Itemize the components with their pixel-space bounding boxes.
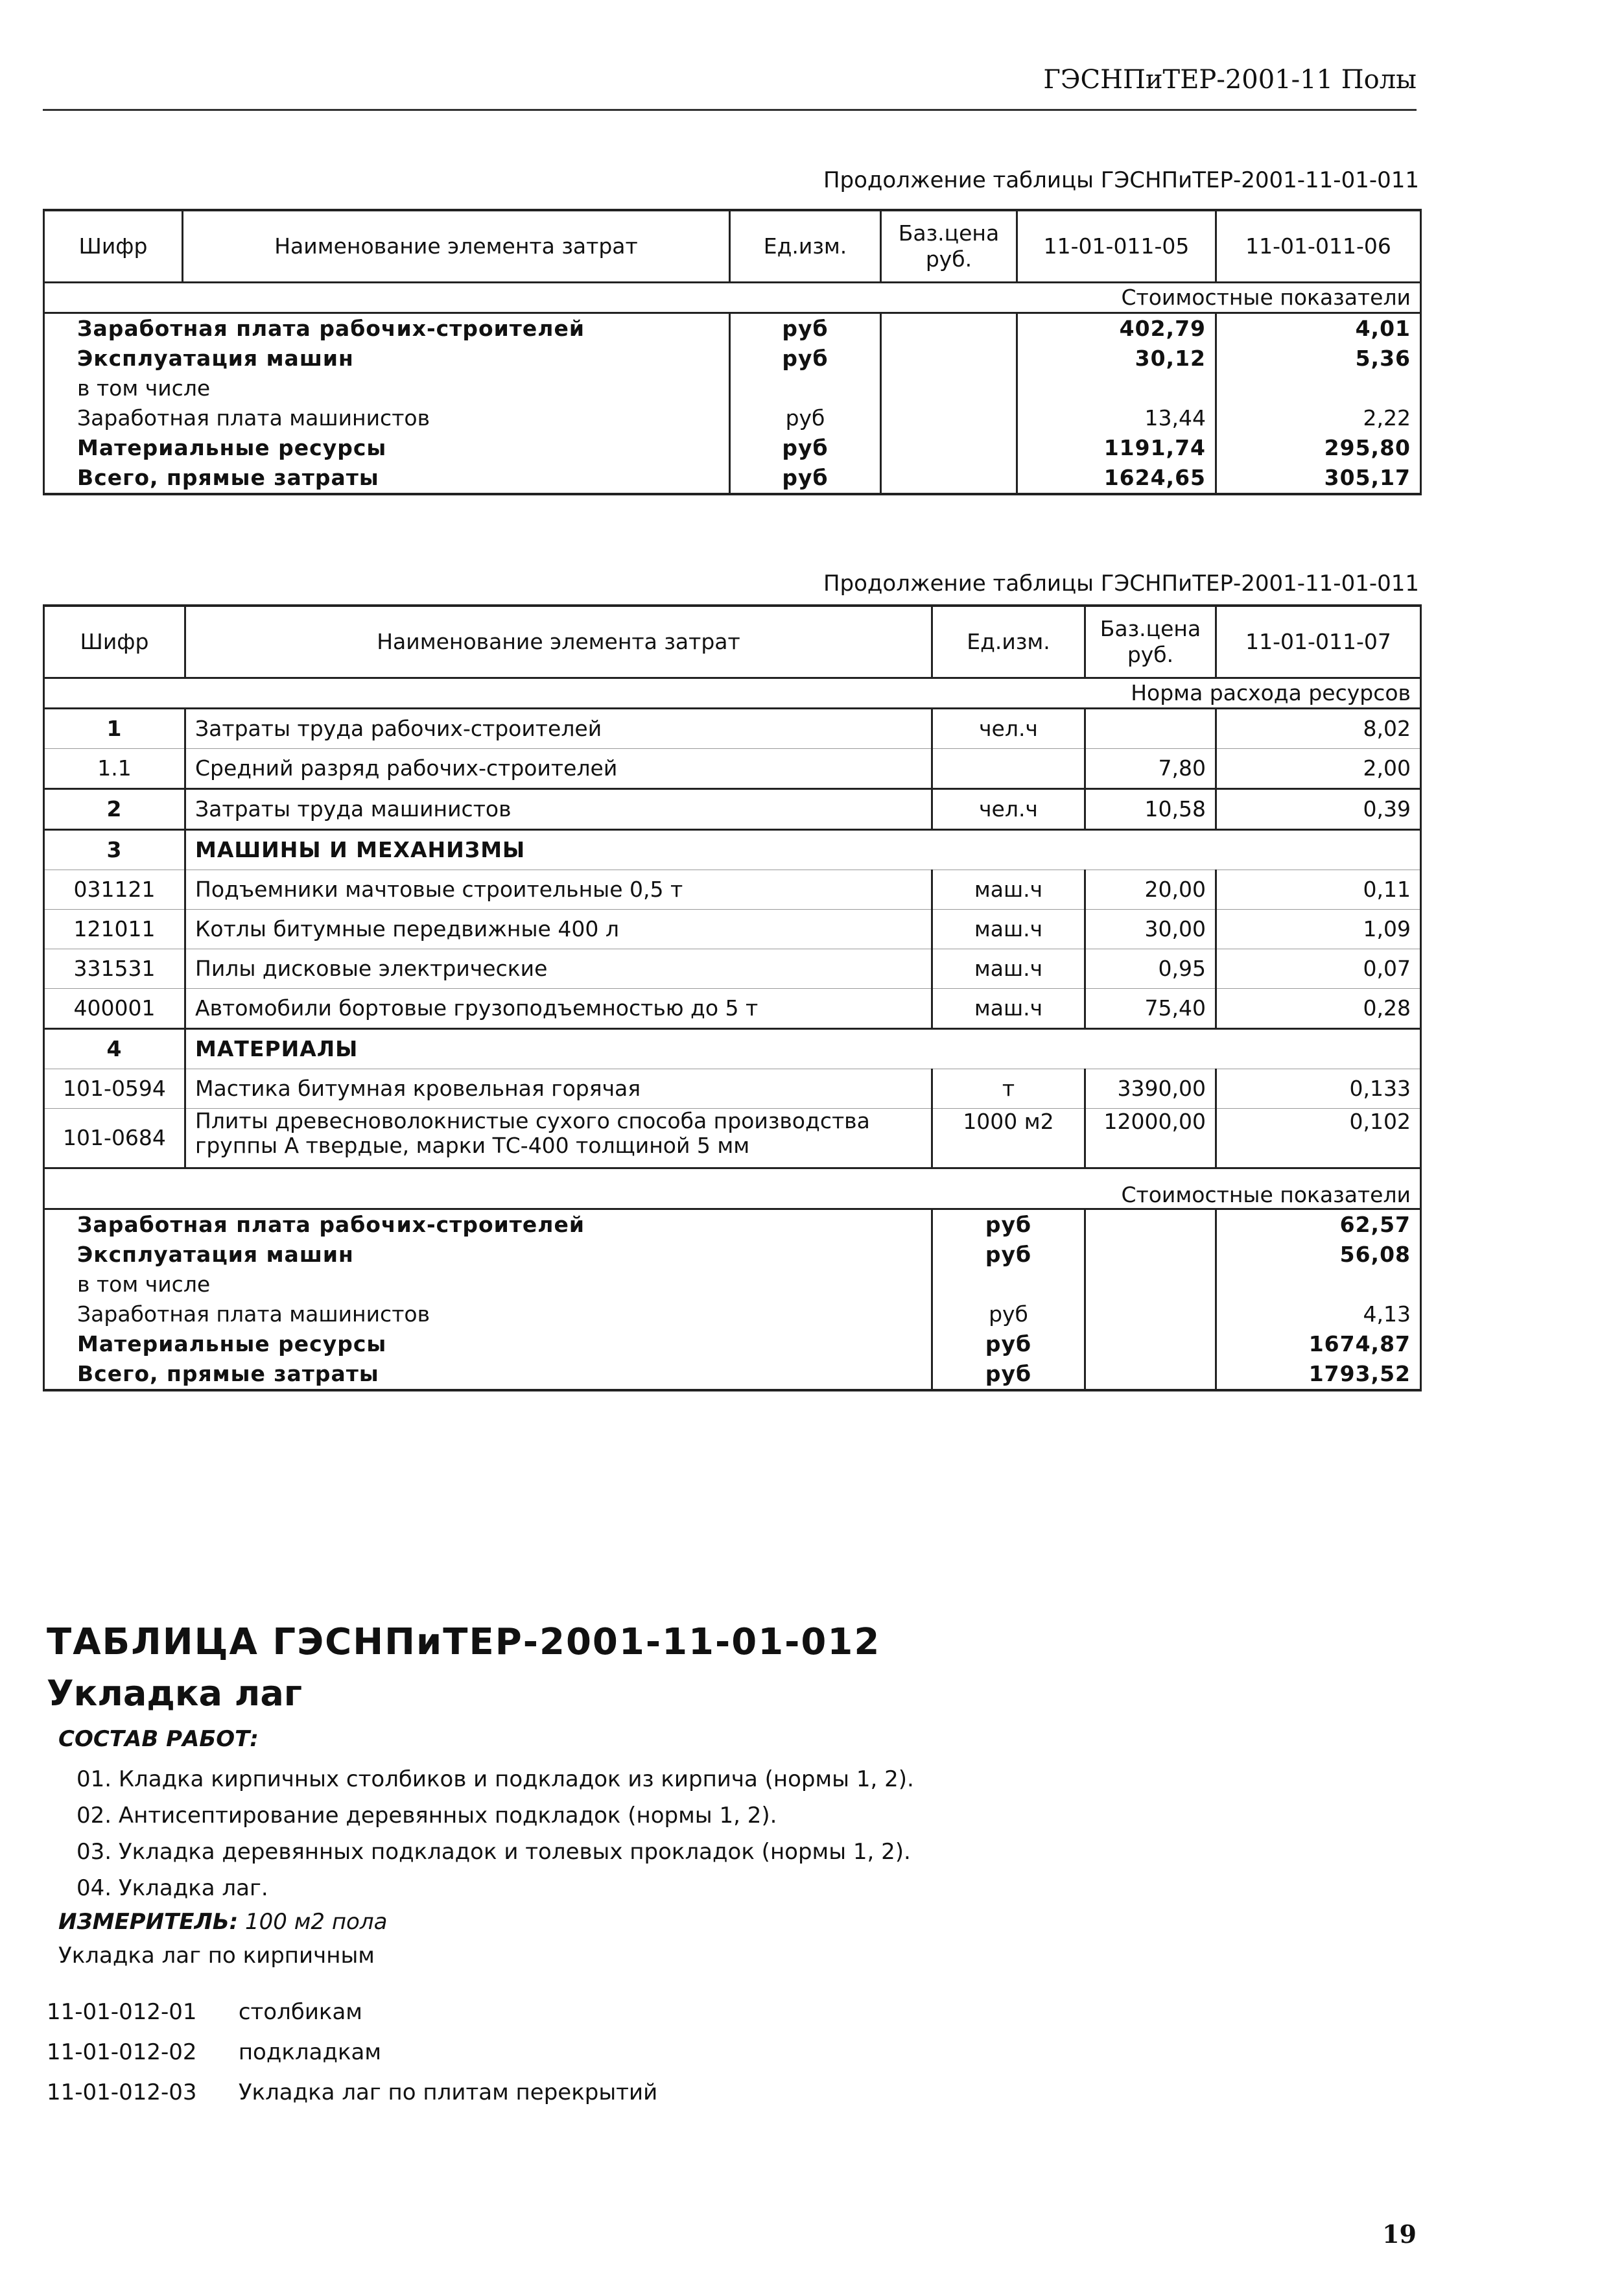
cost-price — [1085, 1329, 1216, 1359]
cost-unit: руб — [730, 344, 881, 373]
header-cell: Ед.изм. — [932, 606, 1085, 678]
resource-name — [185, 1109, 932, 1168]
section-label: Стоимостные показатели — [44, 283, 1421, 313]
table1-caption: Продолжение таблицы ГЭСНПиТЕР-2001-11-01-011 — [823, 167, 1419, 193]
cost-value — [1216, 373, 1421, 403]
resource-row — [44, 709, 1421, 749]
resource-unit: маш.ч — [932, 910, 1085, 949]
resource-price: 0,95 — [1085, 949, 1216, 989]
resource-norm: 0,39 — [1216, 789, 1421, 830]
page-number: 19 — [1382, 2220, 1417, 2249]
resource-name: МАТЕРИАЛЫ — [185, 1029, 1421, 1069]
cost-row — [44, 1329, 1421, 1359]
cost-name: в том числе — [44, 373, 730, 403]
resource-unit: т — [932, 1069, 1085, 1109]
resource-unit: чел.ч — [932, 789, 1085, 830]
cost-value: 5,36 — [1216, 344, 1421, 373]
cost-price — [881, 463, 1017, 494]
cost-row — [44, 1240, 1421, 1270]
resource-code: 400001 — [44, 989, 185, 1029]
cost-table-2 — [43, 604, 1422, 1391]
cost-row — [44, 403, 1421, 433]
resource-group-row — [44, 830, 1421, 870]
norm-desc: Укладка лаг по плитам перекрытий — [238, 2079, 658, 2105]
resource-name-line: Плиты древесноволокнистые сухого способа производства — [195, 1108, 870, 1133]
resource-price: 12000,00 — [1085, 1109, 1216, 1168]
cost-row — [44, 1299, 1421, 1329]
resource-norm: 0,133 — [1216, 1069, 1421, 1109]
resource-price: 10,58 — [1085, 789, 1216, 830]
cost-value — [1216, 1270, 1421, 1299]
header-cell: Шифр — [44, 606, 185, 678]
resource-price: 30,00 — [1085, 910, 1216, 949]
resource-norm: 2,00 — [1216, 749, 1421, 789]
cost-row — [44, 1270, 1421, 1299]
section-label: Стоимостные показатели — [44, 1168, 1421, 1209]
resource-code: 101-0684 — [44, 1109, 185, 1168]
norm-desc: столбикам — [238, 1999, 362, 2025]
resource-row — [44, 910, 1421, 949]
resource-norm: 1,09 — [1216, 910, 1421, 949]
resource-name: Автомобили бортовые грузоподъемностью до 5 т — [185, 989, 932, 1029]
header-cell: Баз.цена руб. — [881, 210, 1017, 283]
norm-code-row — [47, 1992, 657, 2032]
resource-norm: 0,11 — [1216, 870, 1421, 910]
resource-unit: маш.ч — [932, 989, 1085, 1029]
table1-header-row — [44, 210, 1421, 283]
cost-row — [44, 463, 1421, 494]
header-divider — [43, 109, 1417, 111]
header-cell: 11-01-011-07 — [1216, 606, 1421, 678]
cost-unit: руб — [730, 403, 881, 433]
resource-name: Пилы дисковые электрические — [185, 949, 932, 989]
resource-unit: маш.ч — [932, 870, 1085, 910]
cost-unit: руб — [932, 1299, 1085, 1329]
cost-price — [881, 403, 1017, 433]
cost-value: 30,12 — [1017, 344, 1216, 373]
resource-name-line: группы А твердые, марки ТС-400 толщиной 5 мм — [195, 1133, 750, 1158]
cost-value — [1017, 373, 1216, 403]
cost-value: 56,08 — [1216, 1240, 1421, 1270]
cost-name: в том числе — [44, 1270, 932, 1299]
cost-price — [1085, 1270, 1216, 1299]
header-cell: 11-01-011-06 — [1216, 210, 1421, 283]
header-cell: Шифр — [44, 210, 183, 283]
cost-value: 2,22 — [1216, 403, 1421, 433]
cost-unit: руб — [730, 463, 881, 494]
table-title: ТАБЛИЦА ГЭСНПиТЕР-2001-11-01-012 — [47, 1621, 881, 1663]
resource-code: 4 — [44, 1029, 185, 1069]
norm-desc: подкладкам — [238, 2039, 381, 2065]
section-label: Норма расхода ресурсов — [44, 678, 1421, 709]
cost-price — [881, 344, 1017, 373]
resource-row — [44, 949, 1421, 989]
composition-list — [76, 1761, 914, 1906]
resource-unit: чел.ч — [932, 709, 1085, 749]
table2-cost-body — [44, 1209, 1421, 1391]
header-cell: 11-01-011-05 — [1017, 210, 1216, 283]
meter-value: 100 м2 пола — [245, 1909, 388, 1935]
resource-code: 331531 — [44, 949, 185, 989]
cost-unit — [932, 1270, 1085, 1299]
cost-row — [44, 373, 1421, 403]
composition-item: 02. Антисептирование деревянных подкладок (нормы 1, 2). — [76, 1803, 777, 1829]
cost-row — [44, 433, 1421, 463]
norm-codes-list — [47, 1992, 657, 2113]
norm-code-row — [47, 2032, 657, 2072]
composition-item: 04. Укладка лаг. — [76, 1875, 268, 1901]
cost-name: Эксплуатация машин — [44, 1240, 932, 1270]
resource-row — [44, 870, 1421, 910]
cost-value: 1191,74 — [1017, 433, 1216, 463]
resource-price: 3390,00 — [1085, 1069, 1216, 1109]
norm-code-row — [47, 2072, 657, 2113]
cost-name: Заработная плата рабочих-строителей — [44, 313, 730, 344]
table2-cost-section-row — [44, 1168, 1421, 1209]
table2-section-row — [44, 678, 1421, 709]
norm-code: 11-01-012-01 — [47, 1999, 197, 2025]
header-cell: Наименование элемента затрат — [183, 210, 730, 283]
cost-price — [1085, 1359, 1216, 1390]
cost-row — [44, 313, 1421, 344]
resource-name: Мастика битумная кровельная горячая — [185, 1069, 932, 1109]
resource-name: Затраты труда машинистов — [185, 789, 932, 830]
cost-table-1 — [43, 209, 1422, 495]
meter-line — [58, 1909, 387, 1935]
cost-name: Материальные ресурсы — [44, 1329, 932, 1359]
resource-row — [44, 989, 1421, 1029]
cost-price — [1085, 1299, 1216, 1329]
resource-price: 20,00 — [1085, 870, 1216, 910]
resource-price — [1085, 709, 1216, 749]
cost-price — [1085, 1240, 1216, 1270]
resource-code: 031121 — [44, 870, 185, 910]
composition-item: 01. Кладка кирпичных столбиков и подкладок из кирпича (нормы 1, 2). — [76, 1766, 914, 1792]
resource-row — [44, 1109, 1421, 1168]
resource-row — [44, 789, 1421, 830]
resource-code: 1.1 — [44, 749, 185, 789]
resource-code: 2 — [44, 789, 185, 830]
resource-row — [44, 1069, 1421, 1109]
resource-norm: 8,02 — [1216, 709, 1421, 749]
table-subtitle: Укладка лаг — [47, 1673, 302, 1714]
cost-name: Материальные ресурсы — [44, 433, 730, 463]
resource-code: 101-0594 — [44, 1069, 185, 1109]
cost-unit: руб — [932, 1209, 1085, 1240]
resource-unit: 1000 м2 — [932, 1109, 1085, 1168]
cost-row — [44, 344, 1421, 373]
resource-unit: маш.ч — [932, 949, 1085, 989]
resource-name: МАШИНЫ И МЕХАНИЗМЫ — [185, 830, 1421, 870]
cost-value: 295,80 — [1216, 433, 1421, 463]
resource-price: 75,40 — [1085, 989, 1216, 1029]
document-header-code: ГЭСНПиТЕР-2001-11 Полы — [1043, 65, 1417, 95]
cost-value: 1624,65 — [1017, 463, 1216, 494]
resource-code: 1 — [44, 709, 185, 749]
norm-code: 11-01-012-03 — [47, 2079, 197, 2105]
cost-name: Всего, прямые затраты — [44, 463, 730, 494]
cost-row — [44, 1209, 1421, 1240]
cost-unit — [730, 373, 881, 403]
table1-body — [44, 313, 1421, 495]
resource-group-row — [44, 1029, 1421, 1069]
norm-code: 11-01-012-02 — [47, 2039, 197, 2065]
cost-value: 402,79 — [1017, 313, 1216, 344]
cost-unit: руб — [932, 1359, 1085, 1390]
resource-name: Котлы битумные передвижные 400 л — [185, 910, 932, 949]
cost-value: 4,01 — [1216, 313, 1421, 344]
header-cell: Наименование элемента затрат — [185, 606, 932, 678]
cost-value: 13,44 — [1017, 403, 1216, 433]
cost-unit: руб — [932, 1240, 1085, 1270]
cost-price — [881, 373, 1017, 403]
resource-row — [44, 749, 1421, 789]
header-cell: Ед.изм. — [730, 210, 881, 283]
resource-name: Затраты труда рабочих-строителей — [185, 709, 932, 749]
resource-name: Подъемники мачтовые строительные 0,5 т — [185, 870, 932, 910]
resource-code: 121011 — [44, 910, 185, 949]
cost-name: Заработная плата машинистов — [44, 403, 730, 433]
resource-norm: 0,07 — [1216, 949, 1421, 989]
cost-unit: руб — [730, 433, 881, 463]
composition-title: СОСТАВ РАБОТ: — [58, 1726, 259, 1752]
lag-note: Укладка лаг по кирпичным — [58, 1943, 375, 1969]
cost-name: Эксплуатация машин — [44, 344, 730, 373]
cost-price — [881, 433, 1017, 463]
resource-name: Средний разряд рабочих-строителей — [185, 749, 932, 789]
table2-body — [44, 709, 1421, 1168]
table2-header-row — [44, 606, 1421, 678]
cost-unit: руб — [932, 1329, 1085, 1359]
resource-unit — [932, 749, 1085, 789]
cost-price — [881, 313, 1017, 344]
meter-label: ИЗМЕРИТЕЛЬ: — [58, 1909, 239, 1935]
cost-value: 62,57 — [1216, 1209, 1421, 1240]
cost-value: 305,17 — [1216, 463, 1421, 494]
composition-item: 03. Укладка деревянных подкладок и толевых прокладок (нормы 1, 2). — [76, 1839, 911, 1865]
resource-price: 7,80 — [1085, 749, 1216, 789]
cost-value: 1674,87 — [1216, 1329, 1421, 1359]
resource-norm: 0,28 — [1216, 989, 1421, 1029]
resource-norm: 0,102 — [1216, 1109, 1421, 1168]
cost-value: 1793,52 — [1216, 1359, 1421, 1390]
table1-section-row — [44, 283, 1421, 313]
cost-row — [44, 1359, 1421, 1390]
cost-price — [1085, 1209, 1216, 1240]
cost-name: Заработная плата рабочих-строителей — [44, 1209, 932, 1240]
table2-caption: Продолжение таблицы ГЭСНПиТЕР-2001-11-01-011 — [823, 571, 1419, 597]
resource-code: 3 — [44, 830, 185, 870]
cost-unit: руб — [730, 313, 881, 344]
cost-value: 4,13 — [1216, 1299, 1421, 1329]
header-cell: Баз.цена руб. — [1085, 606, 1216, 678]
cost-name: Заработная плата машинистов — [44, 1299, 932, 1329]
cost-name: Всего, прямые затраты — [44, 1359, 932, 1390]
